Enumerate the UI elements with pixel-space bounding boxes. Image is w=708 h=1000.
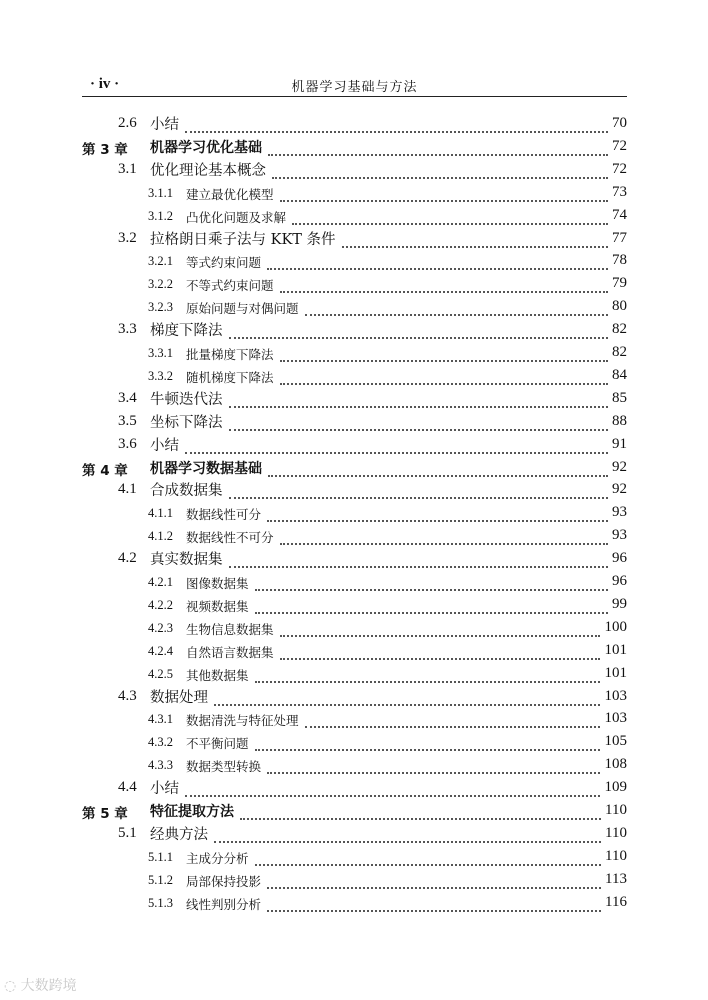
toc-entry-number: 4.2.5 (148, 666, 173, 681)
toc-entry-page: 72 (612, 160, 627, 177)
watermark (4, 975, 77, 995)
toc-entry (0, 846, 627, 866)
toc-leader-dots (280, 279, 608, 293)
toc-leader-dots (305, 714, 600, 728)
toc-entry (0, 136, 627, 156)
toc-entry-page: 110 (605, 847, 627, 864)
toc-entry-number: 3.6 (118, 435, 137, 452)
toc-leader-dots (280, 371, 608, 385)
toc-entry-number: 3.3.2 (148, 368, 173, 383)
toc-entry-number: 4.2 (118, 550, 137, 567)
toc-leader-dots (272, 165, 608, 179)
toc-entry-page: 110 (605, 802, 627, 818)
toc-entry-number: 4.3.2 (148, 735, 173, 750)
toc-leader-dots (267, 898, 601, 912)
toc-entry-page: 88 (612, 412, 627, 429)
toc-entry-number: 5.1.1 (148, 849, 173, 864)
toc-entry-number: 4.1.1 (148, 506, 173, 521)
toc-entry-page: 93 (612, 527, 627, 544)
toc-entry-number: 3.2.1 (148, 254, 173, 269)
toc-entry (0, 663, 627, 683)
toc-leader-dots (229, 554, 608, 568)
toc-entry-number: 第 3 章 (82, 141, 128, 158)
toc-entry-title: 数据线性不可分 (186, 530, 274, 546)
toc-entry-page: 99 (612, 595, 627, 612)
toc-entry (0, 182, 627, 202)
toc-entry-number: 3.5 (118, 412, 137, 429)
toc-entry-number: 4.3.3 (148, 758, 173, 773)
watermark-text: 大数跨境 (20, 978, 77, 994)
page-number: · iv · (90, 76, 120, 92)
toc-entry-page: 91 (612, 435, 627, 452)
toc-entry-title: 小结 (150, 117, 179, 133)
toc-entry (0, 571, 627, 591)
toc-entry (0, 731, 627, 751)
toc-entry-title: 特征提取方法 (150, 804, 234, 820)
toc-leader-dots (280, 348, 608, 362)
toc-entry-title: 生物信息数据集 (186, 621, 274, 637)
toc-entry-number: 3.3 (118, 321, 137, 338)
toc-leader-dots (185, 440, 608, 454)
toc-entry-title: 坐标下降法 (150, 414, 223, 431)
toc-entry (0, 273, 627, 293)
toc-entry-number: 3.2.3 (148, 300, 173, 315)
toc-leader-dots (185, 119, 608, 133)
toc-entry-title: 线性判别分析 (186, 896, 262, 912)
toc-leader-dots (214, 829, 601, 843)
toc-leader-dots (229, 417, 608, 431)
toc-entry (0, 617, 627, 637)
toc-entry-title: 原始问题与对偶问题 (186, 301, 299, 317)
watermark-icon: ◌ (4, 978, 17, 994)
toc-entry (0, 479, 627, 499)
toc-entry-page: 108 (604, 756, 627, 773)
toc-entry-number: 第 4 章 (82, 462, 128, 479)
toc-entry-page: 113 (605, 870, 627, 887)
toc-entry-page: 85 (612, 389, 627, 406)
toc-entry-page: 96 (612, 550, 627, 567)
toc-entry-title: 批量梯度下降法 (186, 347, 274, 362)
toc-leader-dots (292, 211, 608, 225)
toc-entry-page: 80 (612, 298, 627, 315)
toc-entry-title: 数据类型转换 (186, 759, 262, 775)
toc-entry (0, 869, 627, 889)
toc-entry-title: 视频数据集 (186, 598, 249, 614)
toc-leader-dots (255, 852, 601, 866)
toc-entry (0, 113, 627, 133)
toc-leader-dots (268, 463, 608, 477)
toc-entry (0, 228, 627, 248)
toc-entry-title: 梯度下降法 (150, 323, 223, 340)
page-header (82, 74, 627, 96)
toc-entry-number: 5.1.3 (148, 895, 173, 910)
toc-entry-page: 105 (604, 733, 627, 750)
toc-entry-page: 78 (612, 252, 627, 269)
toc-entry-number: 3.1.1 (148, 185, 173, 200)
toc-entry-title: 随机梯度下降法 (186, 369, 274, 385)
toc-entry (0, 434, 627, 454)
toc-entry-title: 机器学习数据基础 (150, 460, 262, 477)
toc-entry (0, 502, 627, 522)
toc-entry (0, 548, 627, 568)
toc-entry-page: 77 (612, 229, 627, 246)
toc-entry-page: 82 (612, 344, 627, 360)
toc-leader-dots (280, 531, 608, 545)
toc-entry-number: 3.2.2 (148, 277, 173, 292)
toc-entry-title: 局部保持投影 (186, 873, 262, 889)
toc-entry-page: 101 (604, 664, 627, 681)
toc-leader-dots (267, 256, 608, 270)
toc-entry-page: 116 (605, 893, 627, 910)
toc-entry-title: 小结 (150, 437, 179, 454)
toc-entry-page: 73 (612, 183, 627, 200)
toc-entry-number: 3.3.1 (148, 346, 173, 360)
toc-entry (0, 777, 627, 797)
toc-leader-dots (267, 508, 608, 522)
toc-entry-page: 103 (604, 687, 627, 704)
toc-entry-page: 92 (612, 458, 627, 475)
toc-entry-number: 5.1.2 (148, 872, 173, 887)
toc-entry-number: 3.2 (118, 229, 137, 246)
toc-leader-dots (255, 737, 600, 751)
header-rule (82, 96, 627, 97)
toc-entry-number: 5.1 (118, 824, 137, 841)
toc-entry (0, 342, 627, 362)
toc-entry-page: 93 (612, 504, 627, 521)
toc-entry-title: 建立最优化模型 (186, 186, 274, 202)
toc-leader-dots (268, 142, 608, 156)
toc-entry (0, 823, 627, 843)
toc-leader-dots (280, 623, 600, 637)
toc-leader-dots (255, 600, 608, 614)
toc-leader-dots (229, 485, 608, 499)
toc-entry-title: 合成数据集 (150, 483, 223, 500)
toc-leader-dots (280, 188, 608, 202)
toc-leader-dots (229, 394, 608, 408)
toc-entry (0, 205, 627, 225)
toc-entry-number: 2.6 (118, 115, 137, 131)
toc-entry (0, 800, 627, 820)
toc-entry-number: 4.3.1 (148, 712, 173, 727)
toc-leader-dots (267, 760, 600, 774)
toc-entry-title: 不平衡问题 (186, 736, 249, 752)
toc-entry (0, 708, 627, 728)
toc-entry (0, 457, 627, 477)
toc-entry-title: 自然语言数据集 (186, 644, 274, 660)
toc-entry-page: 96 (612, 573, 627, 589)
toc-leader-dots (185, 783, 600, 797)
toc-entry-number: 4.2.1 (148, 575, 173, 589)
toc-entry-title: 数据处理 (150, 689, 208, 706)
toc-entry-number: 3.4 (118, 389, 137, 406)
toc-entry-number: 4.2.4 (148, 643, 173, 658)
toc-entry-title: 牛顿迭代法 (150, 391, 223, 408)
toc-entry-title: 优化理论基本概念 (150, 162, 266, 179)
toc-entry-page: 82 (612, 321, 627, 338)
toc-leader-dots (214, 692, 600, 706)
toc-entry-page: 109 (604, 779, 627, 796)
toc-entry-title: 数据线性可分 (186, 507, 262, 523)
toc-entry-page: 74 (612, 206, 627, 223)
toc-entry-number: 4.2.2 (148, 597, 173, 612)
toc-entry-title: 其他数据集 (186, 667, 249, 683)
toc-entry (0, 365, 627, 385)
toc-entry-title: 小结 (150, 781, 179, 798)
toc-entry-page: 84 (612, 366, 627, 383)
toc-entry-title: 不等式约束问题 (186, 278, 274, 294)
toc-entry (0, 754, 627, 774)
toc-entry-page: 100 (604, 618, 627, 635)
toc-leader-dots (255, 669, 600, 683)
toc-leader-dots (240, 806, 601, 820)
toc-entry-number: 4.3 (118, 687, 137, 704)
toc-entry-page: 79 (612, 275, 627, 292)
toc-entry-title: 凸优化问题及求解 (186, 209, 287, 225)
toc-entry-number: 第 5 章 (82, 806, 128, 822)
toc-entry-title: 机器学习优化基础 (150, 139, 262, 156)
toc-entry-title: 数据清洗与特征处理 (186, 713, 299, 729)
toc-entry-page: 103 (604, 710, 627, 727)
toc-entry-page: 72 (612, 137, 627, 154)
toc-entry (0, 640, 627, 660)
toc-entry-number: 4.1.2 (148, 529, 173, 544)
toc-entry (0, 594, 627, 614)
toc-entry-title: 经典方法 (150, 826, 208, 843)
toc-entry (0, 319, 627, 339)
toc-entry (0, 892, 627, 912)
toc-entry (0, 525, 627, 545)
toc-entry-number: 3.1.2 (148, 208, 173, 223)
toc-leader-dots (229, 325, 608, 339)
toc-entry-number: 3.1 (118, 160, 137, 177)
toc-entry (0, 159, 627, 179)
toc-entry-page: 70 (612, 115, 627, 131)
toc-entry-title: 主成分分析 (186, 850, 249, 866)
toc-leader-dots (280, 646, 600, 660)
toc-entry-number: 4.1 (118, 481, 137, 498)
toc-entry-number: 4.4 (118, 779, 137, 796)
toc-entry-page: 110 (605, 824, 627, 841)
book-title: 机器学习基础与方法 (291, 80, 418, 95)
toc-entry (0, 296, 627, 316)
toc-entry (0, 686, 627, 706)
toc-entry-title: 拉格朗日乘子法与 KKT 条件 (150, 231, 336, 248)
toc-leader-dots (305, 302, 608, 316)
toc-leader-dots (255, 577, 608, 591)
toc-leader-dots (342, 234, 608, 248)
toc-entry-number: 4.2.3 (148, 620, 173, 635)
toc-entry-title: 真实数据集 (150, 552, 223, 569)
toc-entry (0, 250, 627, 270)
toc-entry-title: 图像数据集 (186, 576, 249, 591)
toc-entry-page: 92 (612, 481, 627, 498)
toc-entry (0, 388, 627, 408)
toc-entry (0, 411, 627, 431)
toc-entry-page: 101 (604, 641, 627, 658)
toc-leader-dots (267, 875, 601, 889)
toc-entry-title: 等式约束问题 (186, 255, 262, 271)
